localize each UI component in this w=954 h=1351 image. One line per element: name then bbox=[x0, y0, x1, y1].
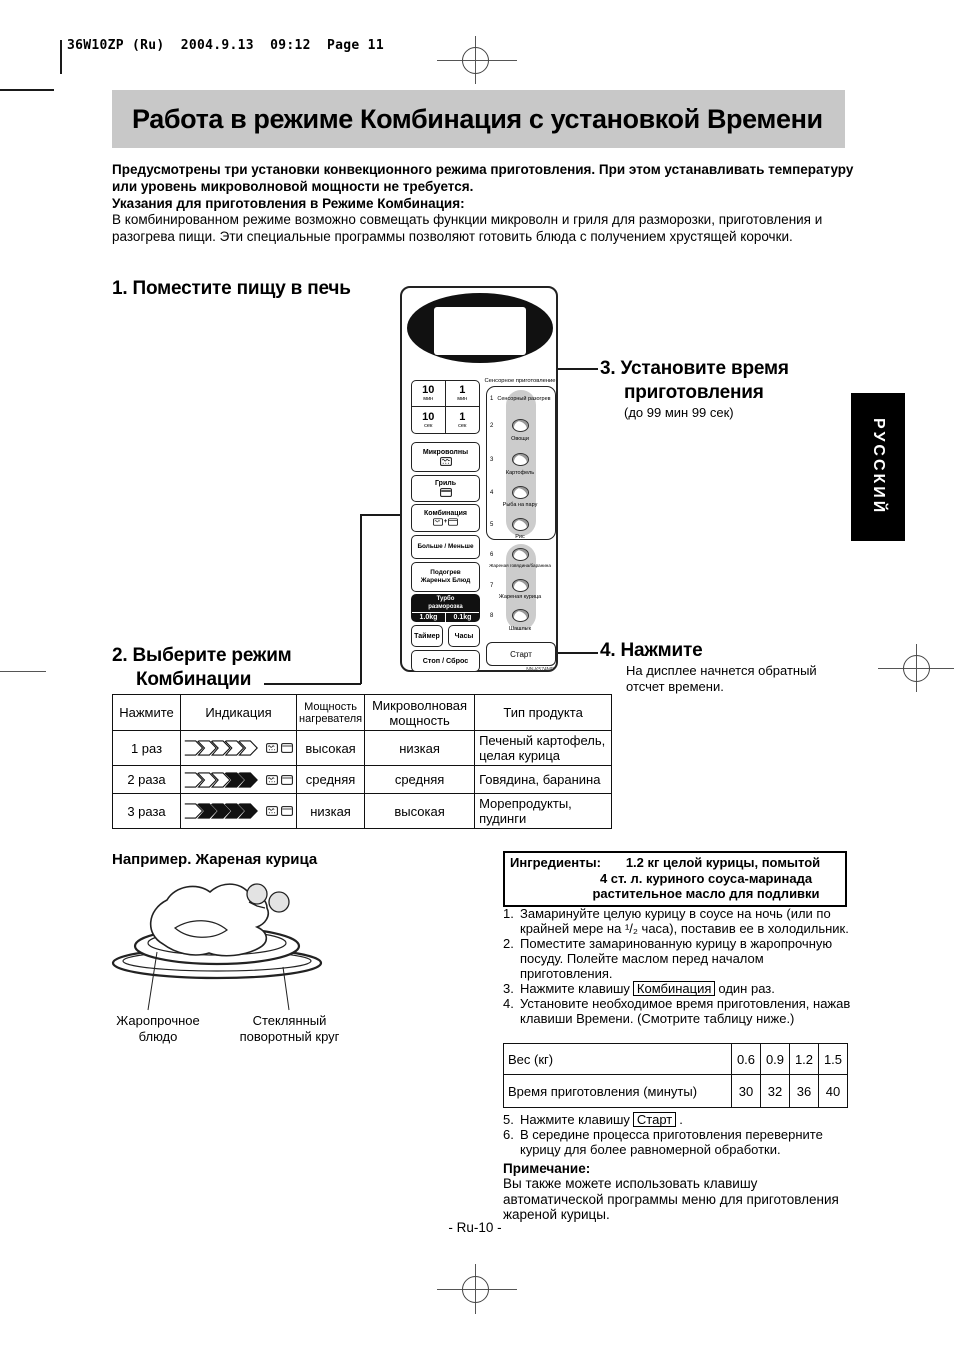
recipe-step: 6. В середине процесса приготовления переверните курицу для более равномерной обработки. bbox=[503, 1127, 823, 1157]
connector-step2-vertical bbox=[360, 514, 362, 684]
grill-icon bbox=[281, 775, 293, 785]
sensor-cook-header: Сенсорное приготовление bbox=[484, 378, 556, 384]
table-row: 2 раза средняя средняя Говядина, баранина bbox=[113, 766, 612, 794]
more-less-button: Больше / Меньше bbox=[411, 535, 480, 559]
sensor6-number: 6 bbox=[490, 552, 494, 558]
step4-note-line1: На дисплее начнется обратный bbox=[626, 663, 817, 678]
col-press: Нажмите bbox=[113, 695, 181, 731]
step2-heading bbox=[112, 644, 292, 692]
note-title: Примечание: bbox=[503, 1161, 591, 1176]
microwave-icon bbox=[266, 743, 278, 753]
recipe-step: 5. Нажмите клавишу Старт . bbox=[503, 1112, 683, 1127]
sensor4-number: 4 bbox=[490, 490, 494, 496]
steamed-fish-icon bbox=[512, 486, 529, 499]
start-key-reference: Старт bbox=[633, 1112, 676, 1127]
step3-heading bbox=[600, 357, 789, 421]
intro-body: В комбинированном режиме возможно совмещать функции микроволн и гриля для разморозки, приготовления и разогрева пищи. Эти специальные программы позволяют готовить блюда с получением хрустящей корочки. bbox=[112, 212, 823, 244]
indicator-bar bbox=[184, 740, 266, 755]
weight-time-table bbox=[503, 1043, 848, 1108]
microwave-control-panel bbox=[400, 286, 558, 672]
ingredients-line3: растительное масло для подливки bbox=[592, 886, 820, 901]
kebab-icon bbox=[512, 609, 529, 622]
time-key-1sec: 1 сек bbox=[458, 410, 467, 429]
intro-subhead: Указания для приготовления в Режиме Комбинация: bbox=[112, 196, 465, 211]
rice-icon bbox=[512, 518, 529, 531]
vegetables-icon bbox=[512, 419, 529, 432]
grill-icon bbox=[281, 806, 293, 816]
recipe-steps-5-6 bbox=[503, 1112, 855, 1157]
time-key-1min: 1 мин bbox=[446, 381, 480, 407]
col-indication: Индикация bbox=[181, 695, 297, 731]
sensor7-label: Жареная курица bbox=[498, 594, 542, 600]
grill-button: Гриль bbox=[411, 475, 480, 502]
indicator-bar bbox=[184, 771, 266, 786]
sensor1-number: 1 bbox=[490, 396, 494, 402]
combination-mode-table bbox=[112, 694, 612, 829]
fried-food-reheat-button: Подогрев Жареных Блюд bbox=[411, 562, 480, 592]
recipe-steps-1-4 bbox=[503, 906, 855, 1026]
registration-mark-right bbox=[903, 655, 930, 682]
step4-note-line2: отсчет времени. bbox=[626, 679, 724, 694]
ingredients-label: Ингредиенты: bbox=[510, 855, 601, 870]
sensor3-label: Картофель bbox=[505, 470, 535, 476]
step2-line2: Комбинации bbox=[136, 669, 252, 690]
crop-line-topleft-horizontal bbox=[0, 89, 54, 91]
ingredients-box bbox=[503, 851, 847, 907]
sensor8-label: Шашлык bbox=[508, 626, 532, 632]
model-number: NN-K574MF bbox=[526, 667, 554, 673]
col-heater-power: Мощность нагревателя bbox=[297, 695, 365, 731]
weight-row: Вес (кг) 0.6 0.9 1.2 1.5 bbox=[504, 1044, 848, 1075]
step3-line2: приготовления bbox=[624, 382, 764, 403]
example-heading: Например. Жареная курица bbox=[112, 851, 318, 868]
step3-line1: 3. Установите время bbox=[600, 358, 789, 379]
time-key-10min: 10 мин bbox=[412, 381, 446, 407]
microwave-power-button: Микроволны bbox=[411, 442, 480, 472]
table-row: 1 раз высокая низкая Печеный картофель, целая курица bbox=[113, 731, 612, 766]
sensor5-number: 5 bbox=[490, 522, 494, 528]
combination-icon: + bbox=[433, 518, 459, 526]
step4-heading bbox=[600, 639, 817, 695]
step3-note: (до 99 мин 99 сек) bbox=[624, 405, 734, 420]
page-title-bar bbox=[112, 90, 845, 148]
time-key-10sec: 10 сек bbox=[412, 407, 446, 433]
step2-line1: 2. Выберите режим bbox=[112, 645, 292, 666]
ingredients-line1: 1.2 кг целой курицы, помытой bbox=[625, 855, 821, 870]
chicken-illustration bbox=[105, 872, 360, 1012]
microwave-icon bbox=[440, 457, 452, 466]
col-microwave-power: Микроволновая мощность bbox=[365, 695, 475, 731]
indicator-bar bbox=[184, 803, 266, 818]
print-header: 36W10ZP (Ru) 2004.9.13 09:12 Page 11 bbox=[67, 38, 384, 53]
oven-display-window bbox=[434, 307, 526, 355]
grill-icon bbox=[281, 743, 293, 753]
potato-icon bbox=[512, 453, 529, 466]
timer-button: Таймер bbox=[411, 625, 443, 647]
oven-display-bezel bbox=[407, 293, 553, 363]
note-block bbox=[503, 1161, 857, 1223]
step4-title: 4. Нажмите bbox=[600, 640, 703, 661]
connector-step2-horizontal1 bbox=[264, 683, 361, 685]
table-row: 3 раза низкая высокая Морепродукты, пудинги bbox=[113, 794, 612, 829]
microwave-icon bbox=[266, 806, 278, 816]
turbo-defrost-button: Турбо разморозка 1.0kg 0.1kg bbox=[411, 594, 480, 622]
page-title: Работа в режиме Комбинация с установкой Времени bbox=[132, 103, 823, 134]
col-product-type: Тип продукта bbox=[475, 695, 612, 731]
stop-reset-button: Стоп / Сброс bbox=[411, 650, 480, 672]
grill-icon bbox=[440, 488, 452, 497]
label-heatproof-dish: Жаропрочное блюдо bbox=[116, 1013, 200, 1044]
time-keypad bbox=[411, 380, 480, 434]
table-header-row bbox=[113, 695, 612, 731]
sensor2-number: 2 bbox=[490, 423, 494, 429]
note-body: Вы также можете использовать клавишу автоматической программы меню для приготовления жареной курицы. bbox=[503, 1176, 839, 1222]
sensor2-label: Овощи bbox=[511, 436, 529, 442]
recipe-step: 3. Нажмите клавишу Комбинация один раз. bbox=[503, 981, 775, 996]
language-tab bbox=[851, 393, 905, 541]
combination-button: Комбинация + bbox=[411, 504, 480, 532]
page-number: - Ru-10 - bbox=[448, 1220, 502, 1235]
sensor3-number: 3 bbox=[490, 457, 494, 463]
roast-beef-icon bbox=[512, 548, 529, 561]
sensor1-label: Сенсорный разогрев bbox=[497, 396, 551, 402]
roast-chicken-icon bbox=[512, 579, 529, 592]
crop-line-topleft-vertical bbox=[60, 40, 62, 74]
time-row: Время приготовления (минуты) 30 32 36 40 bbox=[504, 1075, 848, 1108]
microwave-icon bbox=[266, 775, 278, 785]
recipe-step: 1. Замаринуйте целую курицу в соусе на ночь (или по крайней мере на ¹/₂ часа), поставив ее в холодильник. bbox=[503, 906, 849, 936]
crop-line-left-middle bbox=[0, 671, 46, 672]
sensor5-label: Рис bbox=[515, 534, 525, 540]
language-tab-label: РУССКИЙ bbox=[870, 418, 887, 516]
registration-mark-bottom bbox=[462, 1276, 489, 1303]
start-button: Старт bbox=[486, 642, 556, 666]
sensor4-label: Рыба на пару bbox=[502, 502, 538, 508]
ingredients-line2: 4 ст. л. куриного соуса-маринада bbox=[599, 870, 813, 886]
intro-text bbox=[112, 161, 860, 245]
clock-button: Часы bbox=[448, 625, 480, 647]
sensor7-number: 7 bbox=[490, 583, 494, 589]
step1-heading: 1. Поместите пищу в печь bbox=[112, 278, 351, 299]
sensor8-number: 8 bbox=[490, 613, 494, 619]
label-glass-turntable: Стеклянный поворотный круг bbox=[239, 1013, 340, 1044]
registration-mark-top bbox=[462, 47, 489, 74]
intro-lead: Предусмотрены три установки конвекционного режима приготовления. При этом устанавливать температуру или уровень микроволновой мощности не требуется. bbox=[112, 162, 854, 194]
recipe-step: 2. Поместите замаринованную курицу в жаропрочную посуду. Полейте маслом перед началом приготовления. bbox=[503, 936, 833, 981]
sensor6-label: Жареная говядина/баранина bbox=[489, 563, 551, 568]
combination-key-reference: Комбинация bbox=[633, 981, 715, 996]
recipe-step: 4. Установите необходимое время приготовления, нажав клавиши Времени. (Смотрите таблицу ниже.) bbox=[503, 996, 851, 1026]
